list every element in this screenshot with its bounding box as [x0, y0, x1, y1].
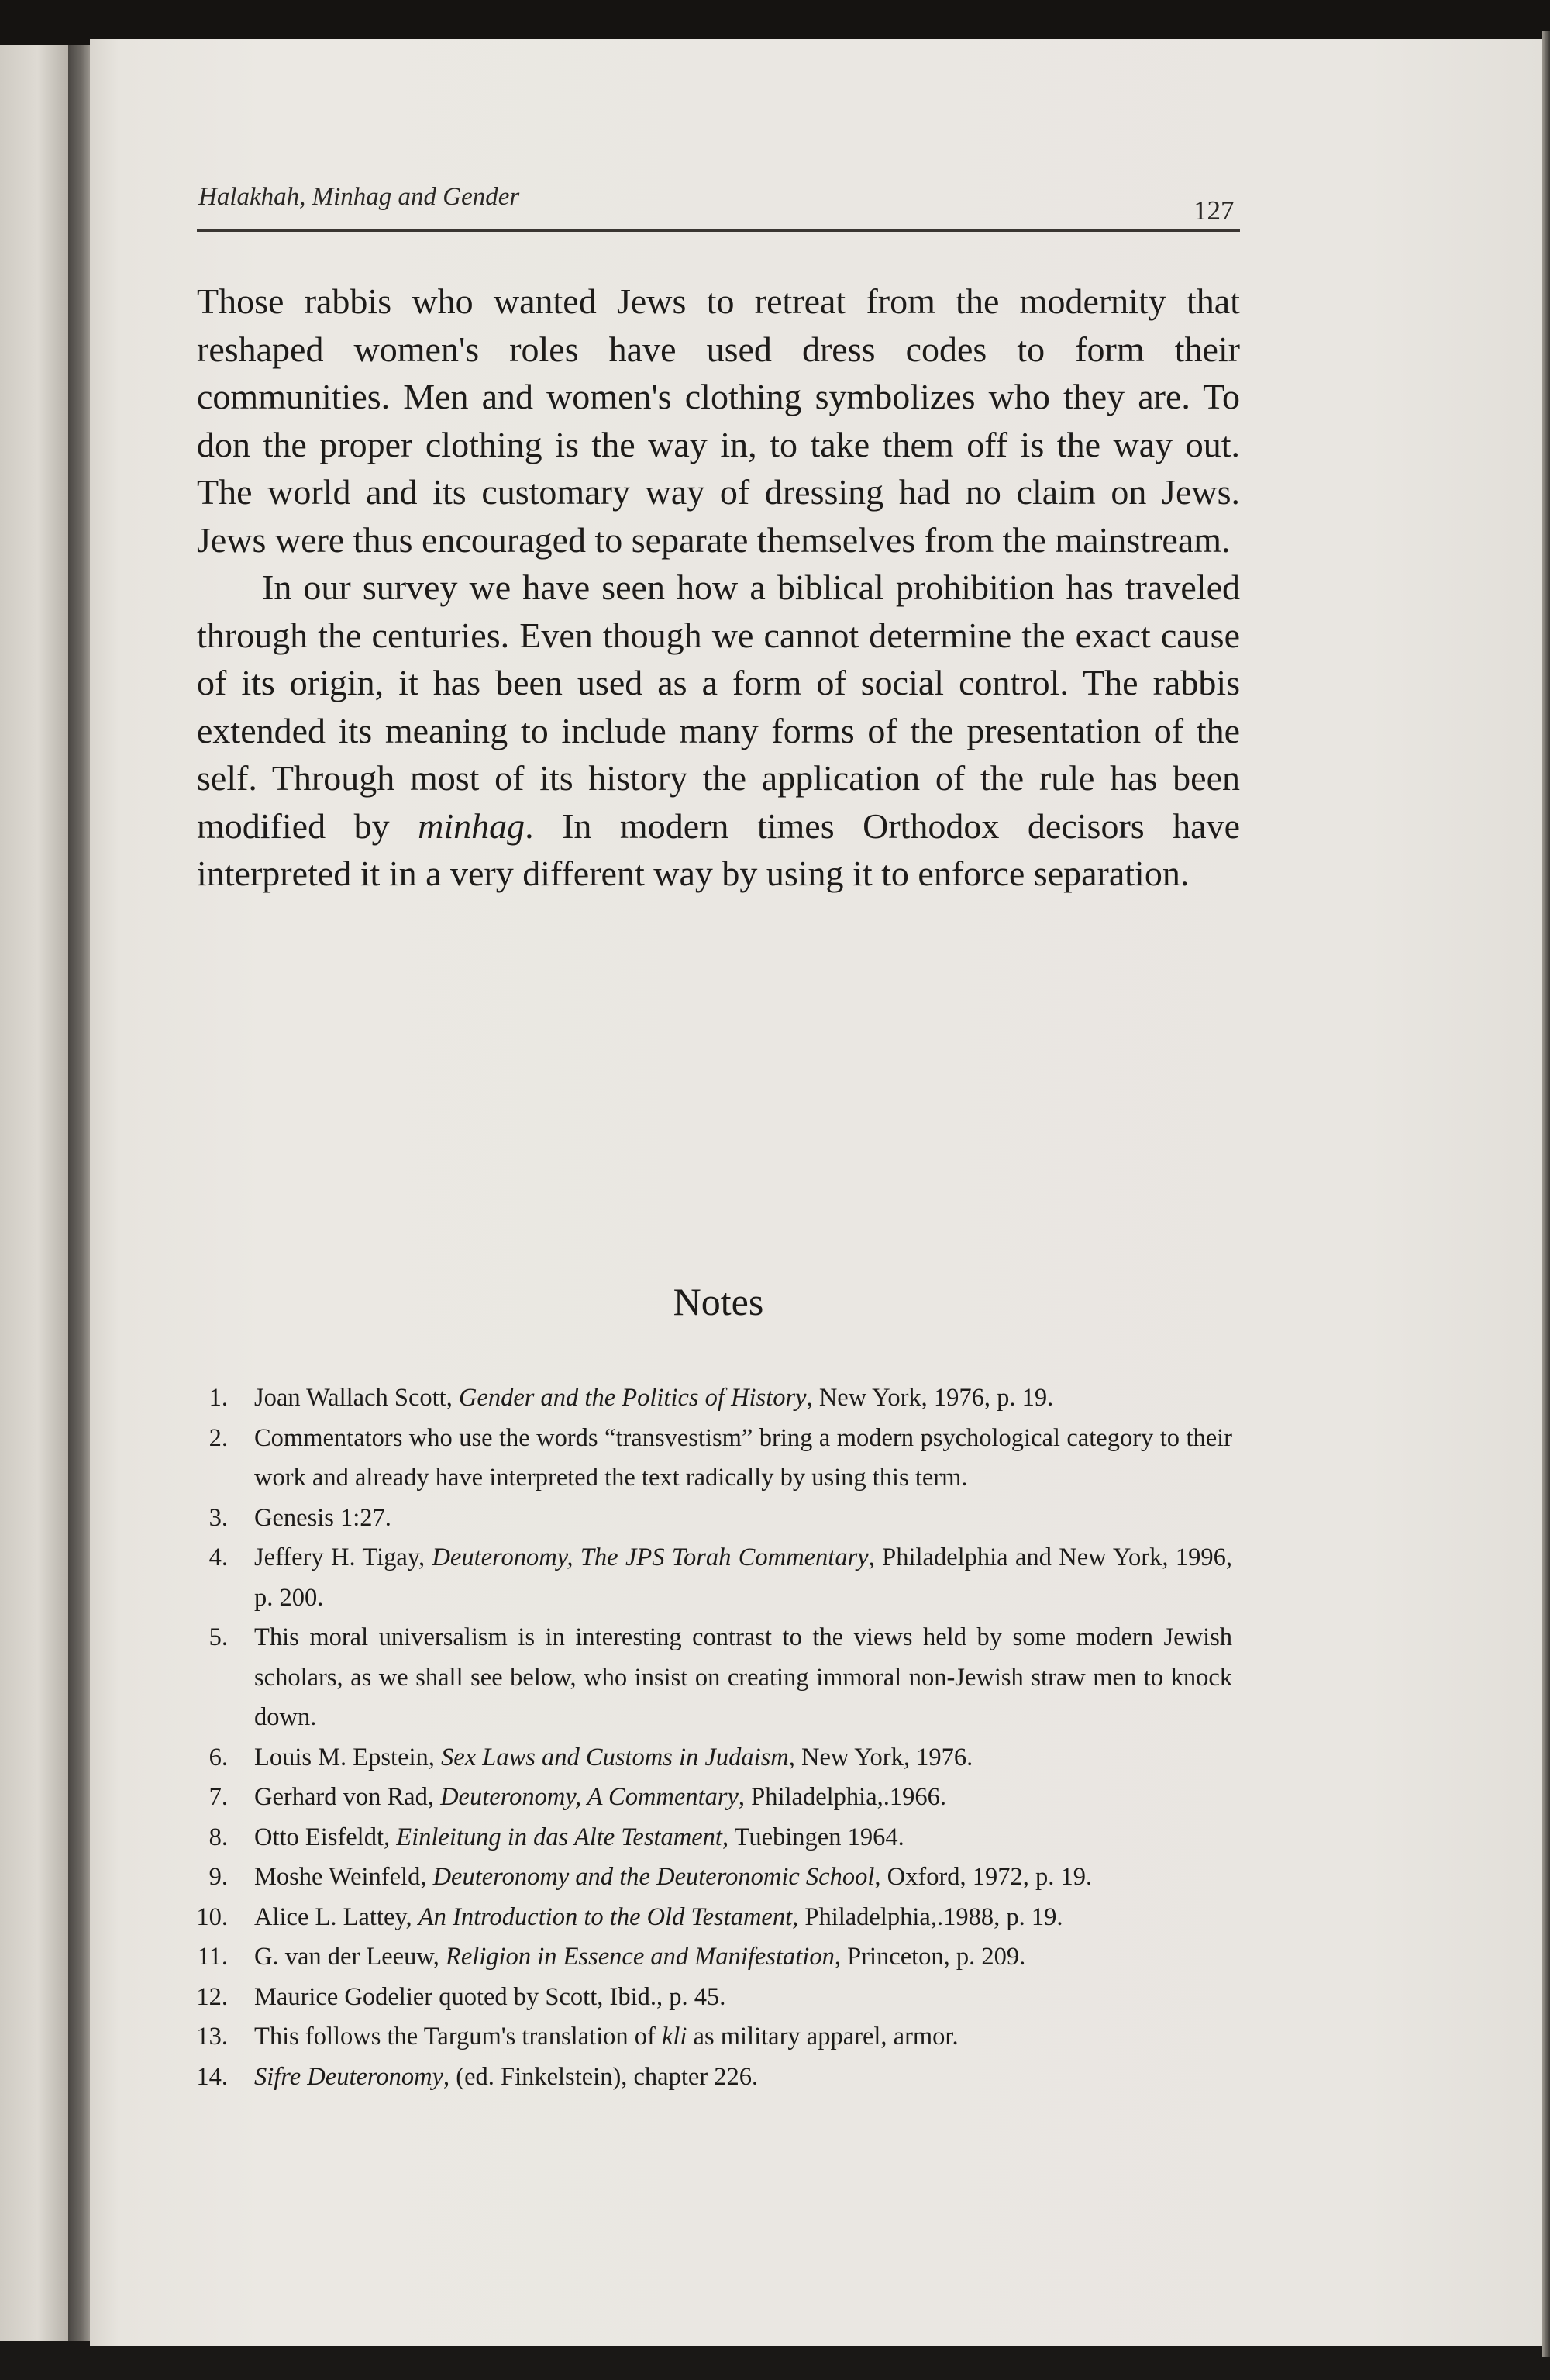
note-item [183, 1937, 1232, 1978]
note-text: G. van der Leeuw, Religion in Essence and Manifestation, Princeton, p. 209. [254, 1943, 1026, 1971]
note-item [183, 1499, 1232, 1539]
note-number: 6. [208, 1743, 228, 1771]
note-number: 10. [196, 1902, 228, 1931]
note-item [183, 2057, 1232, 2098]
note-number: 13. [196, 2023, 228, 2051]
note-number: 12. [196, 1982, 228, 2011]
note-text: This follows the Targum's translation of kli as military apparel, armor. [254, 2023, 959, 2051]
facing-page-edge [0, 45, 68, 2341]
page-number: 127 [1194, 195, 1235, 226]
note-item [183, 1978, 1232, 2018]
note-text: Jeffery H. Tigay, Deuteronomy, The JPS Torah Commentary, Philadelphia and New York, 1996, p. 200. [254, 1544, 1232, 1612]
note-item [183, 1818, 1232, 1858]
body-text [197, 278, 1240, 898]
note-text: This moral universalism is in interesting contrast to the views held by some modern Jewish scholars, as we shall see below, who insist on creating immoral non-Jewish straw men to knock down. [254, 1623, 1232, 1731]
note-number: 4. [208, 1544, 228, 1571]
note-number: 7. [208, 1783, 228, 1811]
note-item [183, 1419, 1232, 1499]
note-item [183, 2017, 1232, 2057]
note-text: Maurice Godelier quoted by Scott, Ibid., p. 45. [254, 1982, 726, 2011]
note-text: Moshe Weinfeld, Deuteronomy and the Deuteronomic School, Oxford, 1972, p. 19. [254, 1863, 1093, 1891]
note-text: Commentators who use the words “transvestism” bring a modern psychological category to their work and already have interpreted the text radically by using this term. [254, 1423, 1232, 1492]
note-number: 5. [208, 1623, 228, 1651]
note-number: 14. [196, 2062, 228, 2091]
note-number: 3. [208, 1503, 228, 1532]
book-gutter [68, 45, 90, 2341]
running-head: Halakhah, Minhag and Gender [198, 183, 520, 211]
note-number: 2. [208, 1423, 228, 1452]
note-text: Joan Wallach Scott, Gender and the Politics of History, New York, 1976, p. 19. [254, 1384, 1054, 1412]
note-number: 1. [208, 1384, 228, 1412]
header-rule [197, 229, 1240, 232]
note-item [183, 1857, 1232, 1898]
note-number: 9. [208, 1863, 228, 1891]
note-number: 11. [197, 1943, 228, 1971]
note-text: Sifre Deuteronomy, (ed. Finkelstein), chapter 226. [254, 2062, 759, 2091]
body-paragraph: Those rabbis who wanted Jews to retreat from the modernity that reshaped women's roles have used dress codes to form their communities. Men and women's clothing symbolizes who they are. To don the proper clothing is the way in, to take them off is the way out. The world and its customary way of dressing had no claim on Jews. Jews were thus encouraged to separate themselves from the mainstream. [197, 281, 1240, 560]
note-item [183, 1778, 1232, 1818]
note-text: Louis M. Epstein, Sex Laws and Customs in Judaism, New York, 1976. [254, 1743, 973, 1771]
page-right-edge [1542, 31, 1550, 2357]
note-item [183, 1898, 1232, 1938]
note-text: Gerhard von Rad, Deuteronomy, A Commentary, Philadelphia,.1966. [254, 1783, 947, 1811]
note-text: Otto Eisfeldt, Einleitung in das Alte Testament, Tuebingen 1964. [254, 1823, 904, 1851]
note-text: Genesis 1:27. [254, 1503, 391, 1532]
body-paragraph: In our survey we have seen how a biblical prohibition has traveled through the centuries. Even though we cannot determine the exact cause of its origin, it has been used as a form of social control. The rabbis extended its meaning to include many forms of the presentation of the self. Through most of its history the application of the rule has been modified by minhag. In modern times Orthodox decisors have interpreted it in a very different way by using it to enforce separation. [197, 567, 1240, 893]
note-number: 8. [208, 1823, 228, 1851]
notes-list [183, 1378, 1232, 2097]
note-text: Alice L. Lattey, An Introduction to the Old Testament, Philadelphia,.1988, p. 19. [254, 1902, 1063, 1931]
notes-title: Notes [673, 1280, 764, 1323]
note-item [183, 1738, 1232, 1778]
note-item [183, 1618, 1232, 1738]
note-item [183, 1538, 1232, 1618]
note-item [183, 1378, 1232, 1419]
